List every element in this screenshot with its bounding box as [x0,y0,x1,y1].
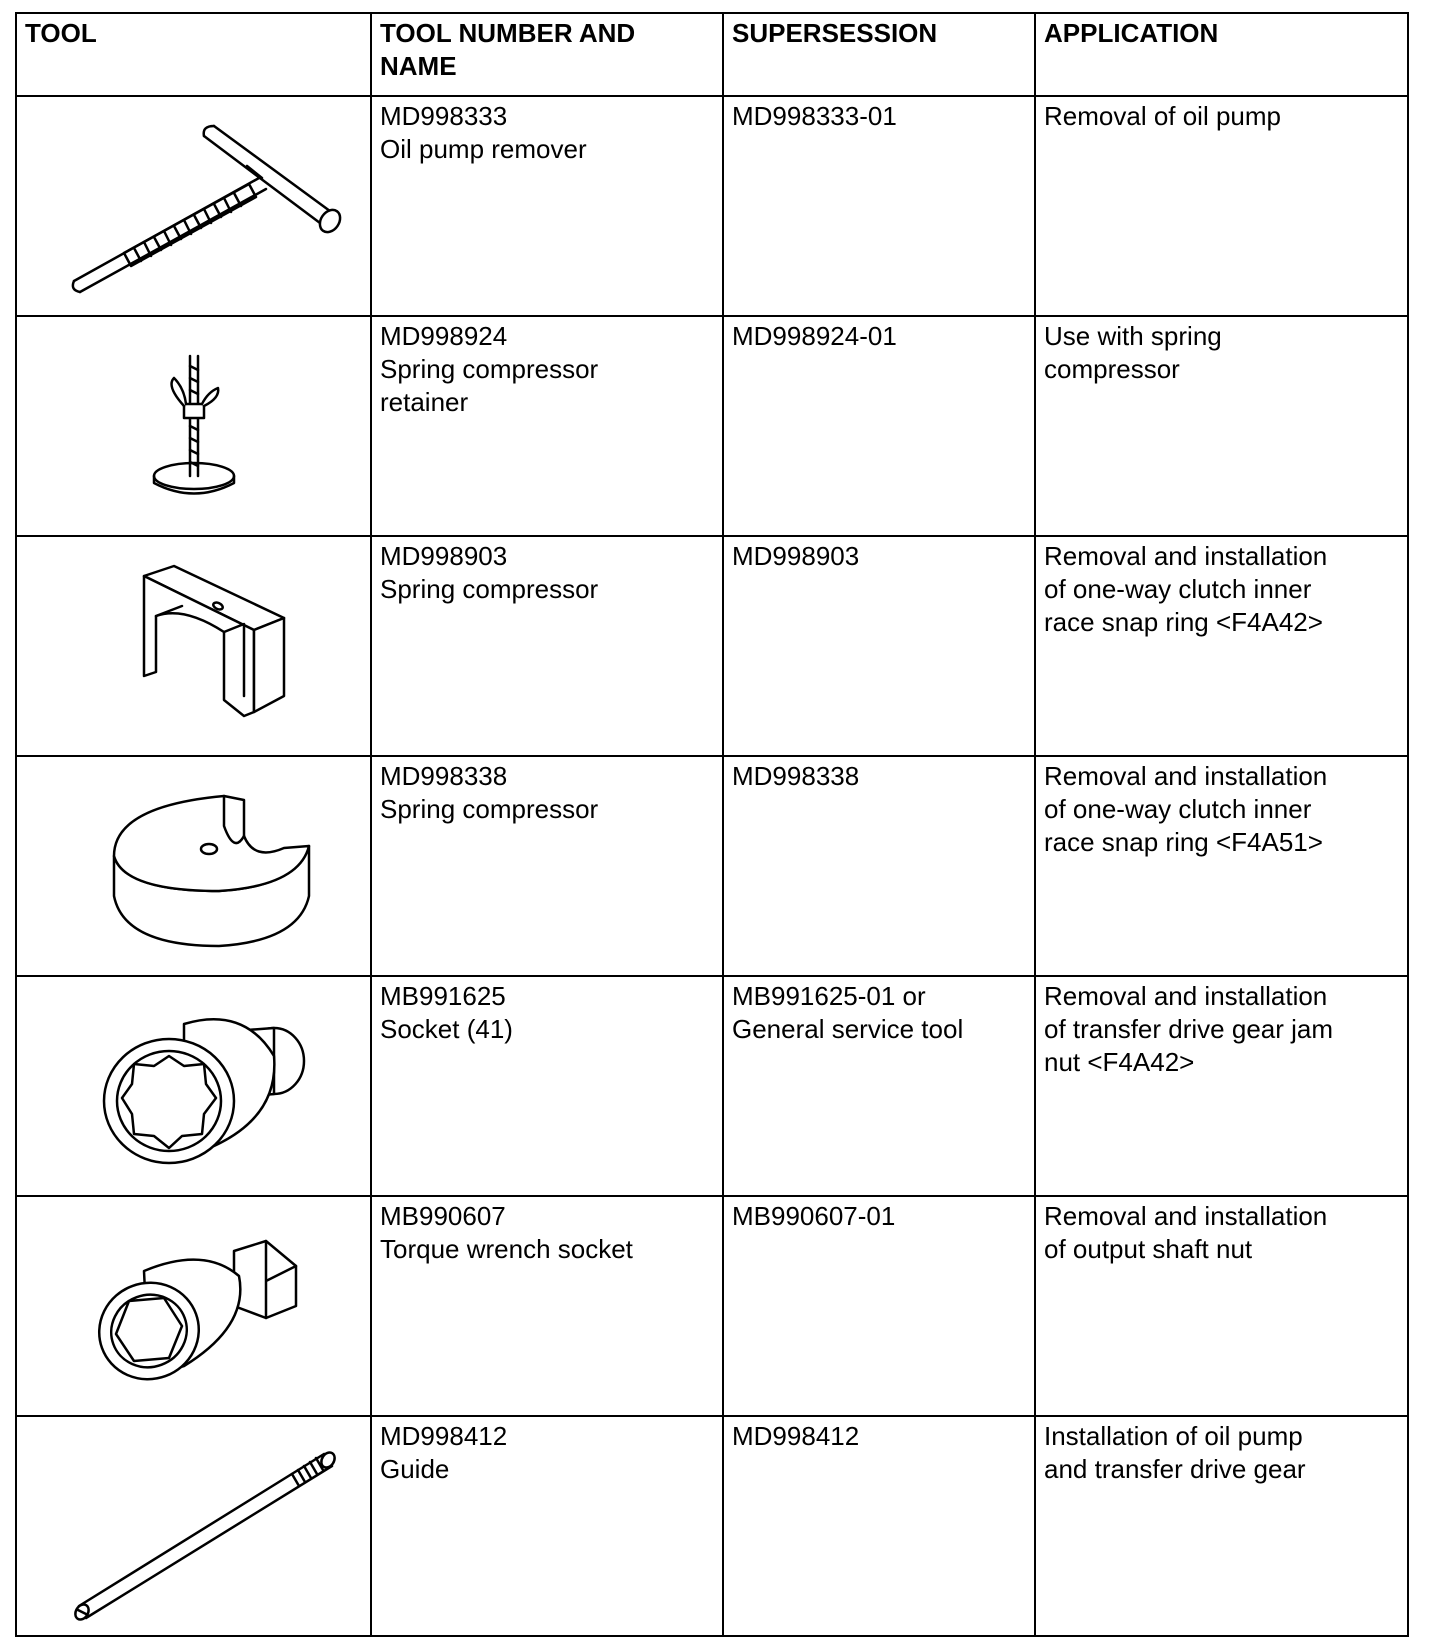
application-cell: Installation of oil pump and transfer drive gear [1035,1416,1408,1636]
tool-number-cell [371,756,723,976]
tool-name: Guide [380,1454,450,1484]
table-row [16,976,1408,1196]
table-row [16,536,1408,756]
application-cell: Removal of oil pump [1035,96,1408,316]
table-row [16,1196,1408,1416]
torque-wrench-socket-icon [34,1206,354,1406]
table-row [16,316,1408,536]
supersession-cell: MD998903 [723,536,1035,756]
special-tools-table [15,12,1409,1637]
application-cell: Removal and installation of output shaft nut [1035,1196,1408,1416]
tool-number-cell [371,96,723,316]
tool-name: Torque wrench socket [380,1234,633,1264]
table-row [16,1416,1408,1636]
tool-number-cell [371,1416,723,1636]
tool-image-cell [16,976,371,1196]
tool-number: MD998412 [380,1421,508,1451]
application-cell: Removal and installation of one-way clutch inner race snap ring <F4A42> [1035,536,1408,756]
tool-number: MD998333 [380,101,508,131]
tool-name: Spring compressor [380,354,599,384]
tool-name: Oil pump remover [380,134,587,164]
tool-image-cell [16,1416,371,1636]
supersession-cell: MD998412 [723,1416,1035,1636]
supersession-cell: MD998333-01 [723,96,1035,316]
tool-number-cell [371,316,723,536]
header-row [16,13,1408,96]
header-supersession: SUPERSESSION [723,13,1035,96]
tool-name: Spring compressor [380,574,599,604]
application-cell: Removal and installation of one-way clutch inner race snap ring <F4A51> [1035,756,1408,976]
header-tool-number: TOOL NUMBER AND NAME [371,13,723,96]
supersession-cell: MD998924-01 [723,316,1035,536]
application-cell: Use with spring compressor [1035,316,1408,536]
tool-image-cell [16,1196,371,1416]
tool-name: Spring compressor [380,794,599,824]
tool-name: Socket (41) [380,1014,513,1044]
tool-number-cell [371,536,723,756]
tool-image-cell [16,96,371,316]
tool-number-cell [371,976,723,1196]
tool-number-cell [371,1196,723,1416]
supersession-cell: MD998338 [723,756,1035,976]
socket-41-icon [34,986,354,1186]
table-row [16,96,1408,316]
tool-image-cell [16,536,371,756]
application-cell: Removal and installation of transfer drive gear jam nut <F4A42> [1035,976,1408,1196]
tool-image-cell [16,316,371,536]
disc-spring-compressor-icon [34,766,354,966]
spring-compressor-retainer-icon [34,326,354,526]
bracket-spring-compressor-icon [34,546,354,746]
tool-number: MD998338 [380,761,508,791]
header-tool: TOOL [16,13,371,96]
supersession-cell: MB991625-01 or General service tool [723,976,1035,1196]
guide-rod-icon [34,1426,354,1626]
table-row [16,756,1408,976]
tool-number: MD998903 [380,541,508,571]
supersession-cell: MB990607-01 [723,1196,1035,1416]
tool-number: MD998924 [380,321,508,351]
tool-number: MB990607 [380,1201,506,1231]
tool-image-cell [16,756,371,976]
t-handle-oil-pump-remover-icon [34,106,354,306]
tool-number: MB991625 [380,981,506,1011]
header-application: APPLICATION [1035,13,1408,96]
tool-name: retainer [380,387,469,417]
